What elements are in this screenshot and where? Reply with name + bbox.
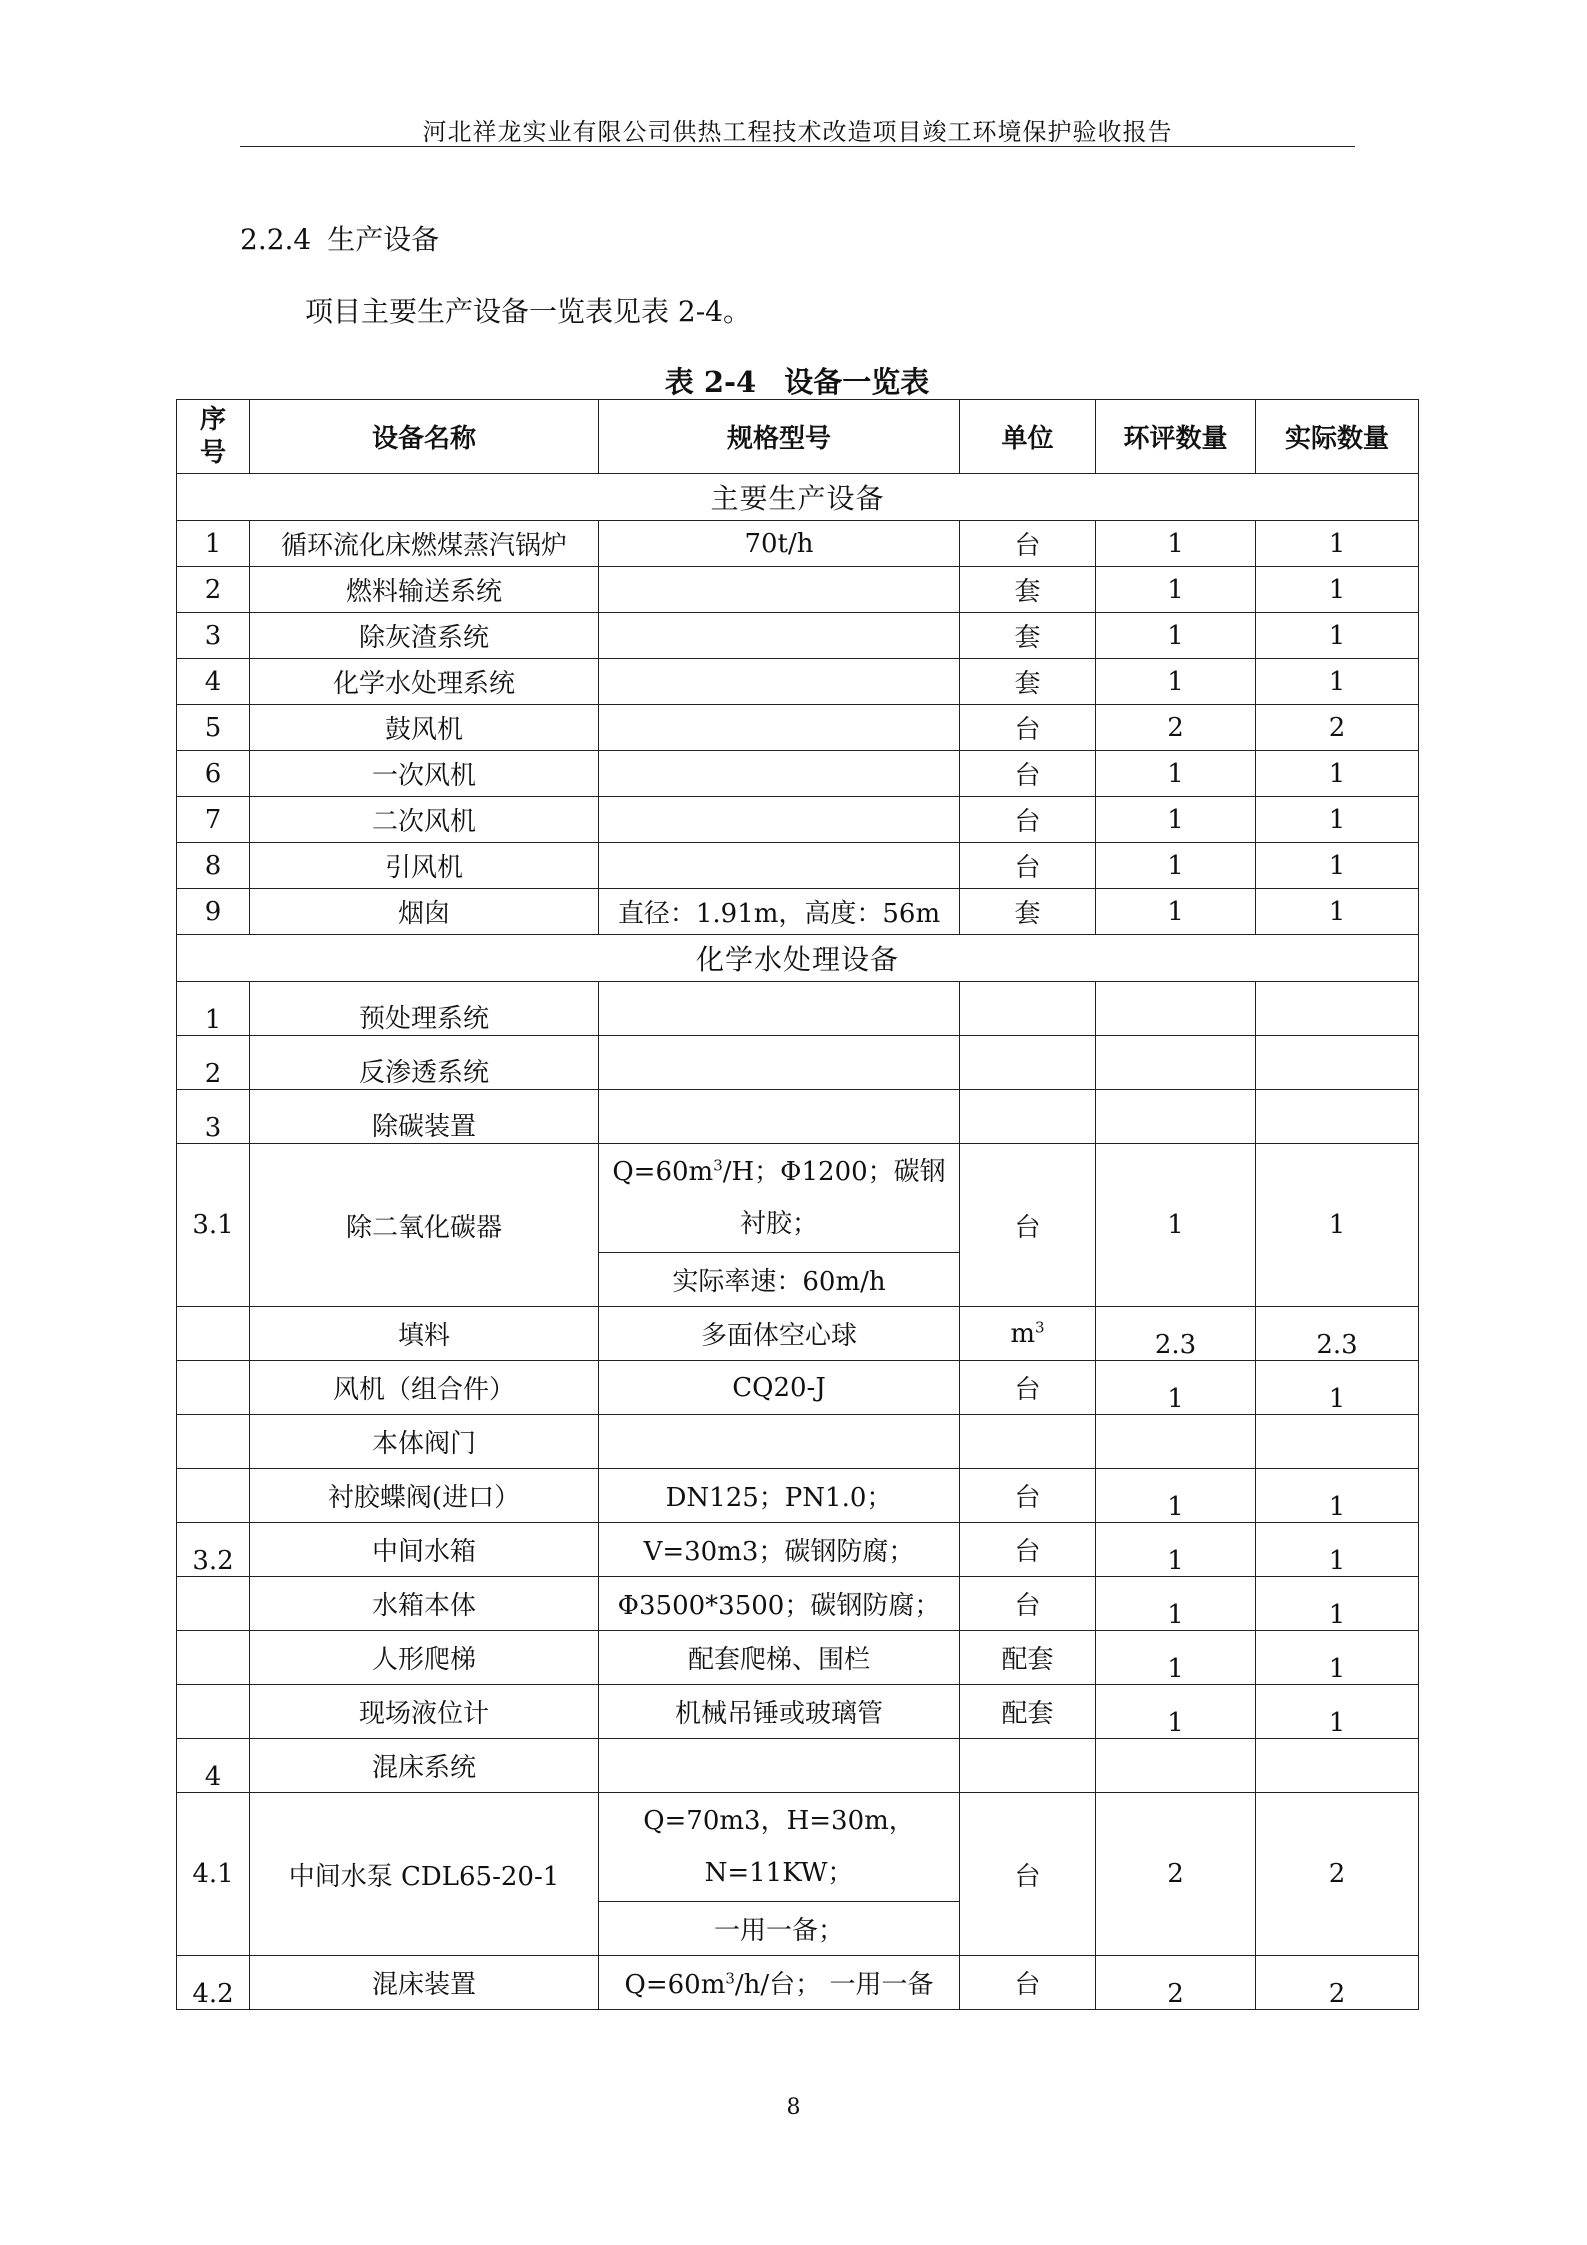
cell-name: 现场液位计 — [250, 1685, 599, 1739]
cell-spec: $Q=60m^3/H$；Φ1200；碳钢衬胶； — [599, 1144, 960, 1253]
main-rows — [177, 521, 1419, 935]
cell-actual: 1 — [1256, 843, 1419, 889]
cell-seq: 5 — [177, 705, 250, 751]
cell-actual: 1 — [1256, 1469, 1419, 1523]
intro-paragraph: 项目主要生产设备一览表见表 2-4。 — [305, 295, 751, 328]
cell-seq: 3.1 — [177, 1144, 250, 1307]
cell-name: 风机（组合件） — [250, 1361, 599, 1415]
cell-spec: CQ20-J — [599, 1361, 960, 1415]
section-heading — [240, 218, 439, 258]
cell-spec — [599, 659, 960, 705]
cell-name: 中间水泵 CDL65-20-1 — [250, 1793, 599, 1956]
cell-name: 预处理系统 — [250, 982, 599, 1036]
table-row — [177, 1685, 1419, 1739]
cell-seq: 1 — [177, 521, 250, 567]
cell-eia: 1 — [1096, 889, 1256, 935]
table-row — [177, 1631, 1419, 1685]
cell-name: 水箱本体 — [250, 1577, 599, 1631]
table-row — [177, 613, 1419, 659]
page-number: 8 — [786, 2095, 801, 2120]
header-name: 设备名称 — [250, 400, 599, 474]
equipment-table — [176, 399, 1419, 2010]
cell-name: 循环流化床燃煤蒸汽锅炉 — [250, 521, 599, 567]
cell-name: 引风机 — [250, 843, 599, 889]
table-title: 设备一览表 — [784, 365, 930, 399]
cell-eia: 1 — [1096, 659, 1256, 705]
cell-unit — [960, 1415, 1096, 1469]
cell-spec — [599, 843, 960, 889]
cell-spec — [599, 982, 960, 1036]
cell-eia: 1 — [1096, 843, 1256, 889]
cell-seq: 4 — [177, 1739, 250, 1793]
cell-spec: DN125；PN1.0； — [599, 1469, 960, 1523]
cell-eia — [1096, 1739, 1256, 1793]
cell-seq: 2 — [177, 1036, 250, 1090]
table-row — [177, 982, 1419, 1036]
cell-eia — [1096, 1415, 1256, 1469]
cell-seq — [177, 1469, 250, 1523]
cell-unit: 台 — [960, 843, 1096, 889]
cell-actual: 2 — [1256, 705, 1419, 751]
cell-spec — [599, 1090, 960, 1144]
cell-actual: 1 — [1256, 797, 1419, 843]
cell-name: 人形爬梯 — [250, 1631, 599, 1685]
cell-actual: 1 — [1256, 1144, 1419, 1307]
cell-seq: 4 — [177, 659, 250, 705]
cell-eia: 1 — [1096, 1577, 1256, 1631]
cell-actual: 2 — [1256, 1793, 1419, 1956]
section-row-water — [177, 935, 1419, 982]
table-number: 表 2-4 — [664, 365, 757, 399]
cell-eia: 1 — [1096, 1361, 1256, 1415]
cell-seq: 6 — [177, 751, 250, 797]
cell-unit — [960, 1739, 1096, 1793]
cell-spec: Φ3500*3500；碳钢防腐； — [599, 1577, 960, 1631]
cell-seq — [177, 1631, 250, 1685]
cell-name: 反渗透系统 — [250, 1036, 599, 1090]
cell-eia — [1096, 982, 1256, 1036]
cell-actual — [1256, 982, 1419, 1036]
table-row — [177, 1144, 1419, 1253]
cell-name: 填料 — [250, 1307, 599, 1361]
cell-eia: 1 — [1096, 567, 1256, 613]
cell-unit: 配套 — [960, 1685, 1096, 1739]
cell-name: 除灰渣系统 — [250, 613, 599, 659]
cell-unit: 配套 — [960, 1631, 1096, 1685]
cell-spec: 直径：1.91m，高度：56m — [599, 889, 960, 935]
cell-eia: 1 — [1096, 1469, 1256, 1523]
cell-name: 一次风机 — [250, 751, 599, 797]
header-unit: 单位 — [960, 400, 1096, 474]
cell-actual: 1 — [1256, 1361, 1419, 1415]
table-row — [177, 1793, 1419, 1902]
table-row — [177, 1036, 1419, 1090]
table-row — [177, 1523, 1419, 1577]
cell-actual: 1 — [1256, 521, 1419, 567]
cell-spec: 机械吊锤或玻璃管 — [599, 1685, 960, 1739]
table-row — [177, 1361, 1419, 1415]
cell-name: 混床装置 — [250, 1956, 599, 2010]
cell-spec — [599, 751, 960, 797]
cell-name: 化学水处理系统 — [250, 659, 599, 705]
header-eia-qty: 环评数量 — [1096, 400, 1256, 474]
cell-unit: 套 — [960, 567, 1096, 613]
cell-eia: 1 — [1096, 1685, 1256, 1739]
cell-actual: 1 — [1256, 751, 1419, 797]
table-row — [177, 889, 1419, 935]
cell-seq: 8 — [177, 843, 250, 889]
cell-actual: 1 — [1256, 1523, 1419, 1577]
header-seq: 序 号 — [177, 400, 250, 474]
table-row — [177, 1577, 1419, 1631]
cell-eia: 2 — [1096, 705, 1256, 751]
cell-unit: 台 — [960, 521, 1096, 567]
cell-name: 衬胶蝶阀(进口） — [250, 1469, 599, 1523]
cell-seq: 4.1 — [177, 1793, 250, 1956]
cell-eia — [1096, 1036, 1256, 1090]
cell-spec: $Q=60m^3/h/$台； 一用一备 — [599, 1956, 960, 2010]
cell-spec — [599, 705, 960, 751]
page-header: 河北祥龙实业有限公司供热工程技术改造项目竣工环境保护验收报告 — [422, 118, 1173, 146]
cell-actual — [1256, 1090, 1419, 1144]
cell-eia: 1 — [1096, 751, 1256, 797]
cell-name: 混床系统 — [250, 1739, 599, 1793]
cell-spec: 多面体空心球 — [599, 1307, 960, 1361]
cell-spec: 实际率速：60m/h — [599, 1253, 960, 1307]
cell-unit: 台 — [960, 797, 1096, 843]
cell-name: 燃料输送系统 — [250, 567, 599, 613]
cell-unit: 台 — [960, 1469, 1096, 1523]
table-row — [177, 1415, 1419, 1469]
cell-unit — [960, 1090, 1096, 1144]
cell-seq: 3 — [177, 613, 250, 659]
section-title-water: 化学水处理设备 — [177, 935, 1419, 982]
section-row-main — [177, 474, 1419, 521]
table-header-row — [177, 400, 1419, 474]
cell-name: 二次风机 — [250, 797, 599, 843]
cell-name: 鼓风机 — [250, 705, 599, 751]
cell-seq: 7 — [177, 797, 250, 843]
cell-name: 中间水箱 — [250, 1523, 599, 1577]
cell-unit: 台 — [960, 1793, 1096, 1956]
cell-name: 烟囱 — [250, 889, 599, 935]
cell-actual: 1 — [1256, 889, 1419, 935]
table-row — [177, 1739, 1419, 1793]
cell-seq: 3 — [177, 1090, 250, 1144]
table-row — [177, 521, 1419, 567]
section-title-main: 主要生产设备 — [177, 474, 1419, 521]
cell-actual — [1256, 1036, 1419, 1090]
section-number: 2.2.4 — [240, 223, 312, 256]
table-row — [177, 843, 1419, 889]
cell-eia: 1 — [1096, 613, 1256, 659]
cell-unit: 台 — [960, 705, 1096, 751]
cell-spec: 配套爬梯、围栏 — [599, 1631, 960, 1685]
cell-unit: 台 — [960, 1361, 1096, 1415]
cell-spec — [599, 1739, 960, 1793]
cell-seq: 3.2 — [177, 1523, 250, 1577]
cell-eia: 2.3 — [1096, 1307, 1256, 1361]
cell-spec — [599, 567, 960, 613]
cell-unit: 套 — [960, 889, 1096, 935]
cell-spec: 70t/h — [599, 521, 960, 567]
cell-spec: Q=70m3，H=30m， N=11KW； — [599, 1793, 960, 1902]
cell-seq: 1 — [177, 982, 250, 1036]
cell-spec — [599, 1036, 960, 1090]
cell-seq — [177, 1577, 250, 1631]
header-actual-qty: 实际数量 — [1256, 400, 1419, 474]
cell-seq — [177, 1415, 250, 1469]
cell-actual: 1 — [1256, 613, 1419, 659]
header-spec: 规格型号 — [599, 400, 960, 474]
cell-seq: 2 — [177, 567, 250, 613]
cell-actual — [1256, 1739, 1419, 1793]
table-caption — [176, 360, 1418, 401]
cell-actual: 2 — [1256, 1956, 1419, 2010]
table-row — [177, 1956, 1419, 2010]
cell-actual: 1 — [1256, 1577, 1419, 1631]
cell-name: 除二氧化碳器 — [250, 1144, 599, 1307]
cell-seq: 9 — [177, 889, 250, 935]
cell-eia: 2 — [1096, 1956, 1256, 2010]
cell-unit: 台 — [960, 751, 1096, 797]
cell-spec — [599, 613, 960, 659]
cell-actual: 1 — [1256, 659, 1419, 705]
cell-eia: 2 — [1096, 1793, 1256, 1956]
cell-unit — [960, 1036, 1096, 1090]
cell-actual: 1 — [1256, 1631, 1419, 1685]
cell-eia: 1 — [1096, 797, 1256, 843]
cell-eia: 1 — [1096, 521, 1256, 567]
cell-name: 除碳装置 — [250, 1090, 599, 1144]
cell-spec: 一用一备； — [599, 1902, 960, 1956]
cell-actual: 2.3 — [1256, 1307, 1419, 1361]
cell-eia: 1 — [1096, 1631, 1256, 1685]
cell-actual: 1 — [1256, 1685, 1419, 1739]
cell-seq — [177, 1685, 250, 1739]
header-rule — [240, 146, 1355, 147]
table-row — [177, 567, 1419, 613]
cell-eia: 1 — [1096, 1144, 1256, 1307]
cell-unit: 套 — [960, 659, 1096, 705]
cell-seq — [177, 1361, 250, 1415]
cell-unit: 台 — [960, 1523, 1096, 1577]
cell-unit — [960, 982, 1096, 1036]
table-row — [177, 1090, 1419, 1144]
cell-unit: 套 — [960, 613, 1096, 659]
cell-unit: 台 — [960, 1144, 1096, 1307]
table-row — [177, 797, 1419, 843]
cell-spec: V=30m3；碳钢防腐； — [599, 1523, 960, 1577]
cell-eia — [1096, 1090, 1256, 1144]
table-row — [177, 751, 1419, 797]
table-row — [177, 1307, 1419, 1361]
cell-actual: 1 — [1256, 567, 1419, 613]
cell-name: 本体阀门 — [250, 1415, 599, 1469]
cell-unit: $m^3$ — [960, 1307, 1096, 1361]
cell-actual — [1256, 1415, 1419, 1469]
cell-eia: 1 — [1096, 1523, 1256, 1577]
cell-seq: 4.2 — [177, 1956, 250, 2010]
table-row — [177, 659, 1419, 705]
cell-spec — [599, 797, 960, 843]
section-title: 生产设备 — [327, 223, 440, 256]
cell-unit: 台 — [960, 1956, 1096, 2010]
cell-unit: 台 — [960, 1577, 1096, 1631]
cell-seq — [177, 1307, 250, 1361]
cell-spec — [599, 1415, 960, 1469]
table-row — [177, 705, 1419, 751]
table-row — [177, 1469, 1419, 1523]
